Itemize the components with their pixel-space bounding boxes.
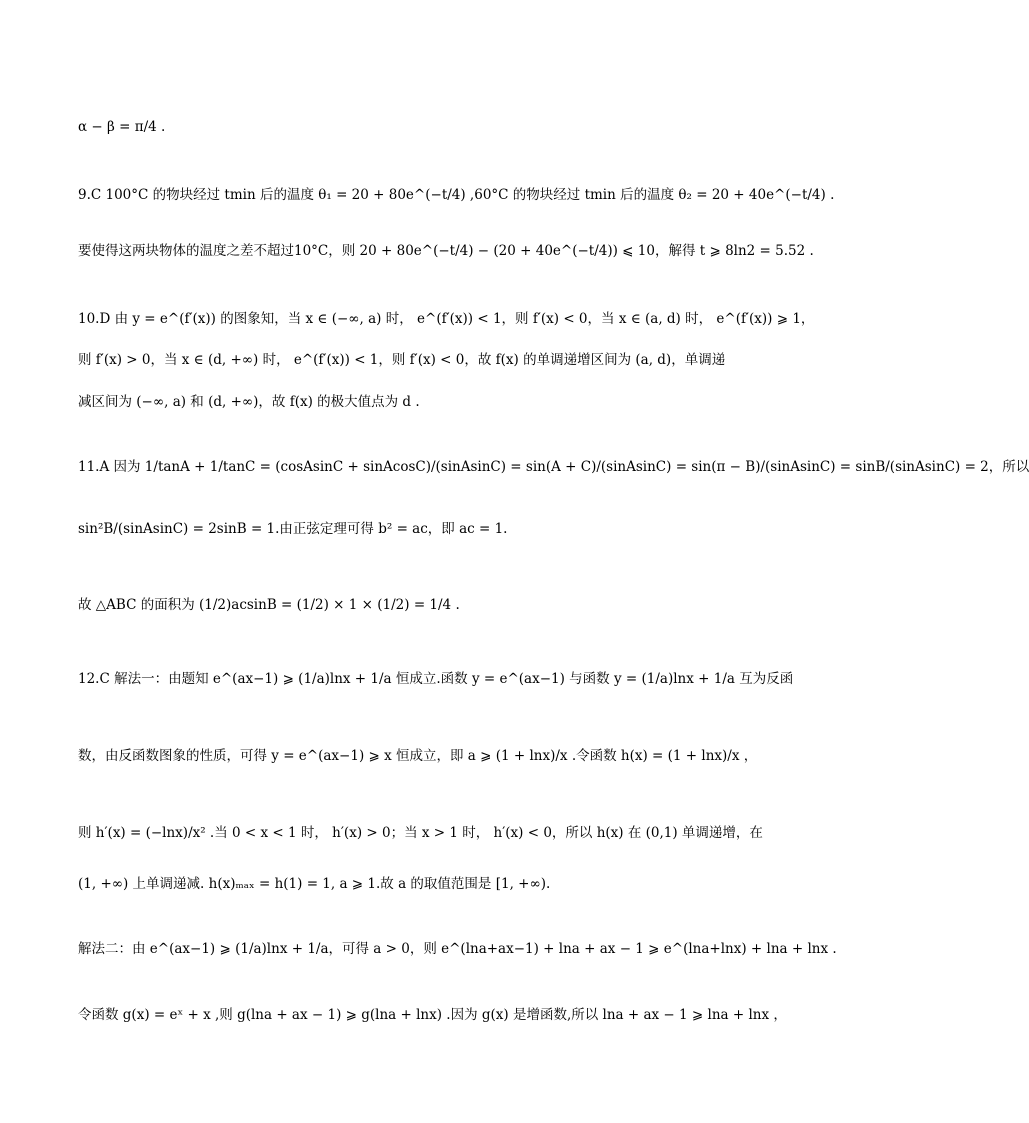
line-q12-c: 则 h′(x) = (−lnx)/x² .当 0 < x < 1 时， h′(x) > 0；当 x > 1 时， h′(x) < 0，所以 h(x) 在 (0,1) 单调递增，在 [78, 825, 763, 841]
line-q10-a: 10.D 由 y = e^(f′(x)) 的图象知，当 x ∈ (−∞, a) 时， e^(f′(x)) < 1，则 f′(x) < 0，当 x ∈ (a, d) 时， e^(f′(x)) ⩾ 1， [78, 311, 815, 327]
line-q9-a: 9.C 100°C 的物块经过 tmin 后的温度 θ₁ = 20 + 80e^(−t/4) ,60°C 的物块经过 tmin 后的温度 θ₂ = 20 + 40e^(−t/4) . [78, 187, 835, 203]
line-q12-e: 解法二：由 e^(ax−1) ⩾ (1/a)lnx + 1/a，可得 a > 0，则 e^(lna+ax−1) + lna + ax − 1 ⩾ e^(lna+lnx) + lna + lnx . [78, 941, 837, 957]
line-q12-b: 数，由反函数图象的性质，可得 y = e^(ax−1) ⩾ x 恒成立，即 a ⩾ (1 + lnx)/x .令函数 h(x) = (1 + lnx)/x ， [78, 748, 758, 764]
line-q10-b: 则 f′(x) > 0，当 x ∈ (d, +∞) 时， e^(f′(x)) < 1，则 f′(x) < 0，故 f(x) 的单调递增区间为 (a, d)，单调递 [78, 352, 726, 368]
line-q9-b: 要使得这两块物体的温度之差不超过10°C，则 20 + 80e^(−t/4) − (20 + 40e^(−t/4)) ⩽ 10，解得 t ⩾ 8ln2 = 5.52 . [78, 243, 814, 259]
line-q11-b: sin²B/(sinAsinC) = 2sinB = 1.由正弦定理可得 b² = ac，即 ac = 1. [78, 521, 508, 537]
line-q12-a: 12.C 解法一：由题知 e^(ax−1) ⩾ (1/a)lnx + 1/a 恒成立.函数 y = e^(ax−1) 与函数 y = (1/a)lnx + 1/a 互为反函 [78, 671, 794, 687]
line-q10-c: 减区间为 (−∞, a) 和 (d, +∞)，故 f(x) 的极大值点为 d . [78, 394, 420, 410]
line-alpha-beta: α − β = π/4 . [78, 119, 166, 135]
line-q11-c: 故 △ABC 的面积为 (1/2)acsinB = (1/2) × 1 × (1/2) = 1/4 . [78, 597, 460, 613]
line-q12-d: (1, +∞) 上单调递减. h(x)ₘₐₓ = h(1) = 1, a ⩾ 1.故 a 的取值范围是 [1, +∞). [78, 876, 551, 892]
line-q11-a: 11.A 因为 1/tanA + 1/tanC = (cosAsinC + sinAcosC)/(sinAsinC) = sin(A + C)/(sinAsinC) = sin(π − B)/(sinAsinC) = sinB/(sinAsinC) = 2，所以 [78, 459, 1029, 475]
line-q12-f: 令函数 g(x) = eˣ + x ,则 g(lna + ax − 1) ⩾ g(lna + lnx) .因为 g(x) 是增函数,所以 lna + ax − 1 ⩾ lna + lnx ， [78, 1007, 787, 1023]
